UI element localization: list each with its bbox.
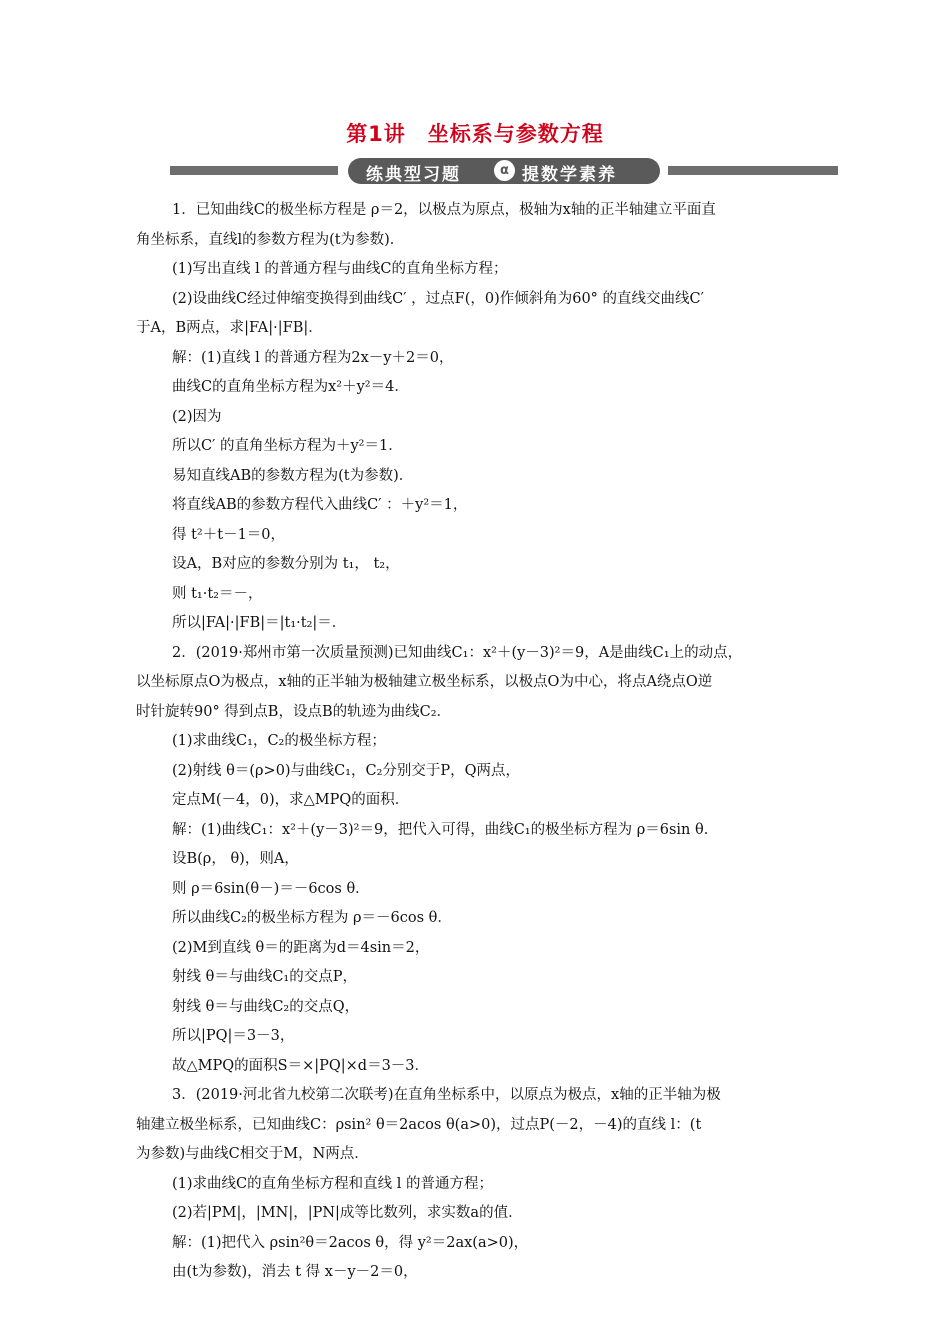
text-line: 以坐标原点O为极点，x轴的正半轴为极轴建立极坐标系，以极点O为中心，将点A绕点O逆 xyxy=(136,674,713,690)
text-line: 曲线C的直角坐标方程为x²＋y²＝4． xyxy=(172,379,409,395)
text-line: 解：(1)曲线C₁：x²＋(y－3)²＝9，把代入可得，曲线C₁的极坐标方程为 ρ＝6sin θ． xyxy=(172,821,719,838)
text-line: (2)射线 θ＝(ρ>0)与曲线C₁，C₂分别交于P，Q两点， xyxy=(172,762,521,779)
text-line: (1)求曲线C的直角坐标方程和直线 l 的普通方程； xyxy=(172,1175,493,1192)
text-line: 则 t₁·t₂＝－， xyxy=(172,585,263,602)
text-line: 所以|PQ|＝3－3， xyxy=(172,1028,295,1044)
text-line: (1)写出直线 l 的普通方程与曲线C的直角坐标方程； xyxy=(172,261,508,277)
text-line: (2)设曲线C经过伸缩变换得到曲线C′ ，过点F(，0)作倾斜角为60° 的直线交曲线C′ xyxy=(172,290,704,307)
text-line: 所以|FA|·|FB|＝|t₁·t₂|＝． xyxy=(172,615,347,631)
section-banner xyxy=(170,158,838,184)
text-line: 定点M(－4，0)，求△MPQ的面积． xyxy=(172,792,410,808)
text-line: 角坐标系，直线l的参数方程为(t为参数)． xyxy=(136,231,405,248)
text-line: (2)因为 xyxy=(172,408,222,425)
text-line: 得 t²＋t－1＝0， xyxy=(172,526,286,543)
banner-left-text: 练典型习题 xyxy=(366,165,461,185)
text-line: 解：(1)直线 l 的普通方程为2x－y＋2＝0， xyxy=(172,349,454,366)
banner-rule-left xyxy=(170,166,338,175)
alpha-icon: α xyxy=(494,160,515,181)
text-line: 则 ρ＝6sin(θ－)＝－6cos θ． xyxy=(172,880,370,897)
text-line: 易知直线AB的参数方程为(t为参数)． xyxy=(172,467,414,484)
text-line: 射线 θ＝与曲线C₂的交点Q， xyxy=(172,998,360,1015)
banner-rule-right xyxy=(668,166,838,175)
text-line: 射线 θ＝与曲线C₁的交点P， xyxy=(172,969,358,985)
text-line: (1)求曲线C₁，C₂的极坐标方程； xyxy=(172,733,386,749)
text-line: 解：(1)把代入 ρsin²θ＝2acos θ，得 y²＝2ax(a>0)， xyxy=(172,1234,529,1251)
text-line: 于A，B两点，求|FA|·|FB|． xyxy=(136,320,323,336)
text-line: (2)M到直线 θ＝的距离为d＝4sin＝2， xyxy=(172,939,430,956)
text-line: (2)若|PM|，|MN|，|PN|成等比数列，求实数a的值． xyxy=(172,1205,523,1221)
text-line: 所以曲线C₂的极坐标方程为 ρ＝－6cos θ． xyxy=(172,910,452,926)
text-line: 1．已知曲线C的极坐标方程是 ρ＝2，以极点为原点，极轴为x轴的正半轴建立平面直 xyxy=(172,202,716,218)
text-line: 2．(2019·郑州市第一次质量预测)已知曲线C₁：x²＋(y－3)²＝9，A是曲线C₁上的动点， xyxy=(172,644,743,661)
document-body xyxy=(136,196,816,1288)
text-line: 设A，B对应的参数分别为 t₁， t₂， xyxy=(172,556,400,572)
text-line: 时针旋转90° 得到点B，设点B的轨迹为曲线C₂． xyxy=(136,703,452,720)
text-line: 由(t为参数)，消去 t 得 x－y－2＝0， xyxy=(172,1264,418,1280)
page-title: 第1讲 坐标系与参数方程 xyxy=(346,122,604,146)
text-line: 所以C′ 的直角坐标方程为＋y²＝1． xyxy=(172,438,403,454)
text-line: 3．(2019·河北省九校第二次联考)在直角坐标系中，以原点为极点，x轴的正半轴为极 xyxy=(172,1087,721,1103)
text-line: 故△MPQ的面积S＝×|PQ|×d＝3－3． xyxy=(172,1057,430,1074)
banner-right-text: 提数学素养 xyxy=(522,165,617,185)
text-line: 设B(ρ， θ)，则A， xyxy=(172,851,299,867)
text-line: 为参数)与曲线C相交于M，N两点． xyxy=(136,1146,369,1162)
text-line: 将直线AB的参数方程代入曲线C′ ：＋y²＝1， xyxy=(172,497,468,513)
text-line: 轴建立极坐标系，已知曲线C：ρsin² θ＝2acos θ(a>0)，过点P(－2，－4)的直线 l：(t xyxy=(136,1116,702,1133)
